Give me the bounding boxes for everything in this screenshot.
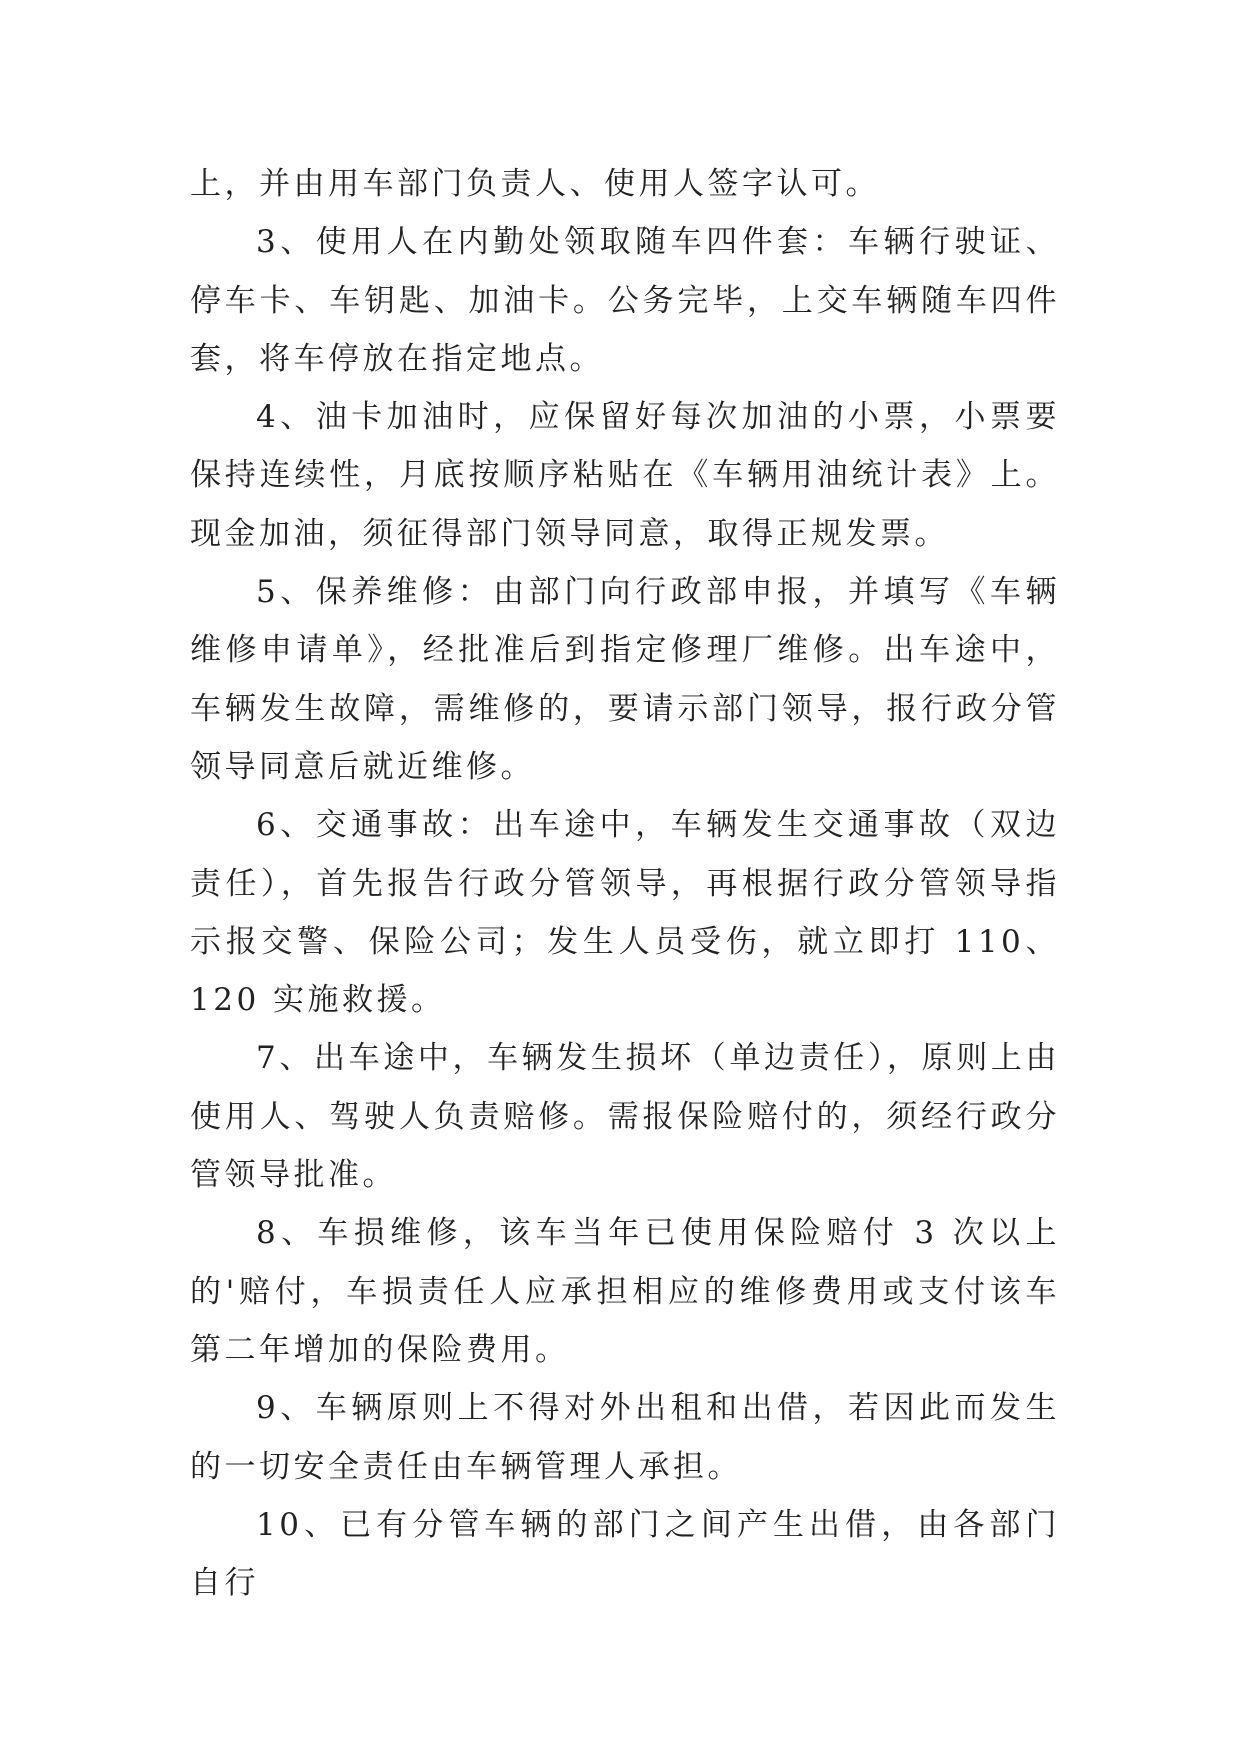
paragraph-item-4: 4、油卡加油时，应保留好每次加油的小票，小票要保持连续性，月底按顺序粘贴在《车辆用油统计表》上。现金加油，须征得部门领导同意，取得正规发票。	[190, 399, 1060, 552]
paragraph-item-8: 8、车损维修，该车当年已使用保险赔付 3 次以上的'赔付，车损责任人应承担相应的维修费用或支付该车第二年增加的保险费用。	[190, 1215, 1060, 1368]
paragraph-item-9: 9、车辆原则上不得对外出租和出借，若因此而发生的一切安全责任由车辆管理人承担。	[190, 1390, 1060, 1485]
paragraph-item-3: 3、使用人在内勤处领取随车四件套：车辆行驶证、停车卡、车钥匙、加油卡。公务完毕，上交车辆随车四件套，将车停放在指定地点。	[190, 224, 1060, 377]
paragraph-continuation: 上，并由用车部门负责人、使用人签字认可。	[190, 166, 880, 202]
document-body	[190, 155, 1060, 1612]
paragraph-item-6: 6、交通事故：出车途中，车辆发生交通事故（双边责任），首先报告行政分管领导，再根据行政分管领导指示报交警、保险公司；发生人员受伤，就立即打 110、120 实施救援。	[190, 807, 1060, 1019]
paragraph-item-5: 5、保养维修：由部门向行政部申报，并填写《车辆维修申请单》，经批准后到指定修理厂维修。出车途中，车辆发生故障，需维修的，要请示部门领导，报行政分管领导同意后就近维修。	[190, 574, 1060, 785]
paragraph-item-10: 10、已有分管车辆的部门之间产生出借，由各部门自行	[190, 1506, 1060, 1602]
paragraph-item-7: 7、出车途中，车辆发生损坏（单边责任），原则上由使用人、驾驶人负责赔修。需报保险赔付的，须经行政分管领导批准。	[190, 1040, 1060, 1194]
